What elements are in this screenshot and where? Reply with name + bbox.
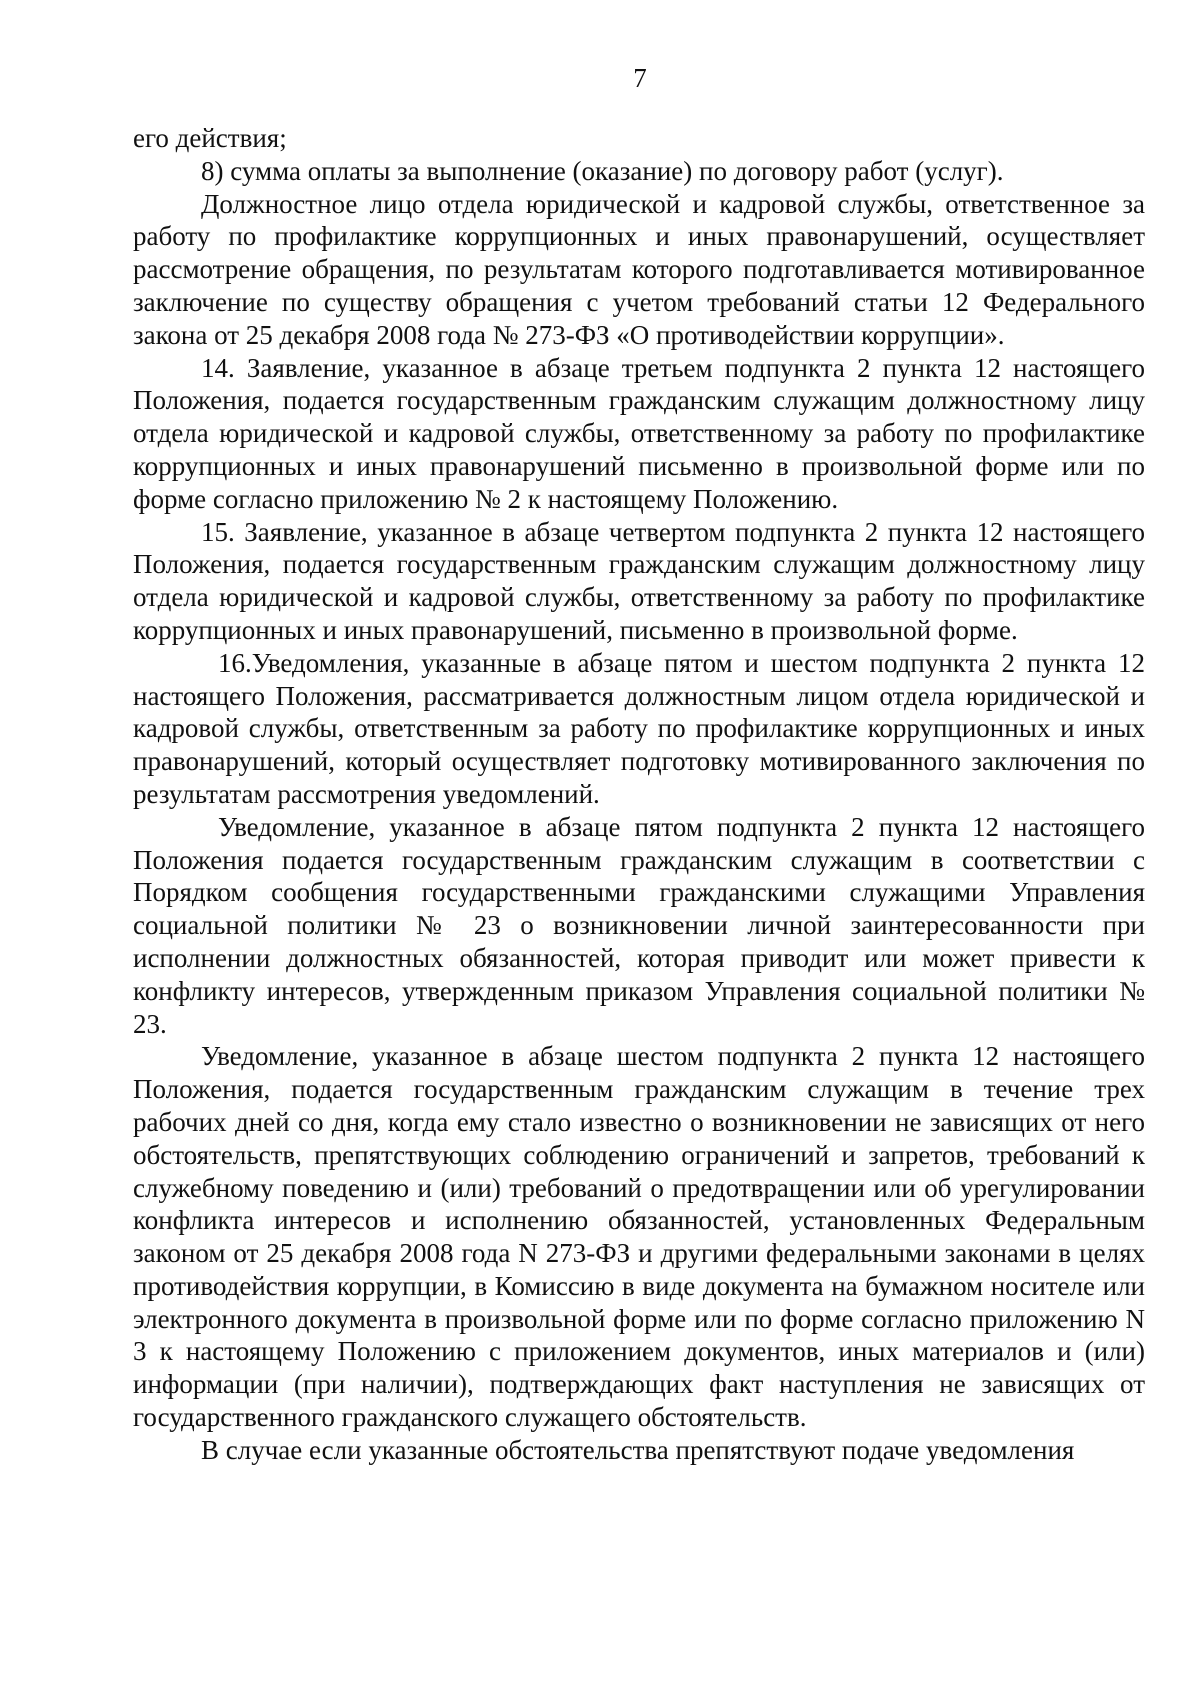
paragraph-responsible-official: Должностное лицо отдела юридической и кадровой службы, ответственное за работу по профилактике коррупционных и иных правонарушений, осуществляет рассмотрение обращения, по результатам которого подготавливается мотивированное заключение по существу обращения с учетом требований статьи 12 Федерального закона от 25 декабря 2008 года № 273-ФЗ «О противодействии коррупции». [133,188,1145,350]
paragraph-clause-15: 15. Заявление, указанное в абзаце четвертом подпункта 2 пункта 12 настоящего Положения, подается государственным гражданским служащим должностному лицу отдела юридической и кадровой службы, ответственному за работу по профилактике коррупционных и иных правонарушений, письменно в произвольной форме. [133,516,1145,645]
paragraph-continuation: В случае если указанные обстоятельства препятствуют подаче уведомления [201,1434,1075,1465]
paragraph-notice-sixth: Уведомление, указанное в абзаце шестом подпункта 2 пункта 12 настоящего Положения, подается государственным гражданским служащим в течение трех рабочих дней со дня, когда ему стало известно о возникновении не зависящих от него обстоятельств, препятствующих соблюдению ограничений и запретов, требований к служебному поведению и (или) требований о предотвращении или об урегулировании конфликта интересов и исполнению обязанностей, установленных Федеральным законом от 25 декабря 2008 года N 273-ФЗ и другими федеральными законами в целях противодействия коррупции, в Комиссию в виде документа на бумажном носителе или электронного документа в произвольной форме или по форме согласно приложению N 3 к настоящему Положению с приложением документов, иных материалов и (или) информации (при наличии), подтверждающих факт наступления не зависящих от государственного гражданского служащего обстоятельств. [133,1041,1145,1433]
paragraph-clause-16: 16.Уведомления, указанные в абзаце пятом и шестом подпункта 2 пункта 12 настоящего Положения, рассматривается должностным лицом отдела юридической и кадровой службы, ответственным за работу по профилактике коррупционных и иных правонарушений, который осуществляет подготовку мотивированного заключения по результатам рассмотрения уведомлений. [133,647,1145,809]
document-body [133,122,1145,1467]
paragraph-intro-fragment: его действия; [133,123,287,153]
paragraph-clause-14: 14. Заявление, указанное в абзаце третьем подпункта 2 пункта 12 настоящего Положения, подается государственным гражданским служащим должностному лицу отдела юридической и кадровой службы, ответственному за работу по профилактике коррупционных и иных правонарушений письменно в произвольной форме или по форме согласно приложению № 2 к настоящему Положению. [133,352,1145,514]
paragraph-notice-fifth: Уведомление, указанное в абзаце пятом подпункта 2 пункта 12 настоящего Положения подается государственным гражданским служащим в соответствии с Порядком сообщения государственными гражданскими служащими Управления социальной политики № 23 о возникновении личной заинтересованности при исполнении должностных обязанностей, которая приводит или может привести к конфликту интересов, утвержденным приказом Управления социальной политики № 23. [133,811,1145,1039]
page-number: 7 [633,63,647,93]
paragraph-item-8: 8) сумма оплаты за выполнение (оказание) по договору работ (услуг). [201,155,1004,186]
